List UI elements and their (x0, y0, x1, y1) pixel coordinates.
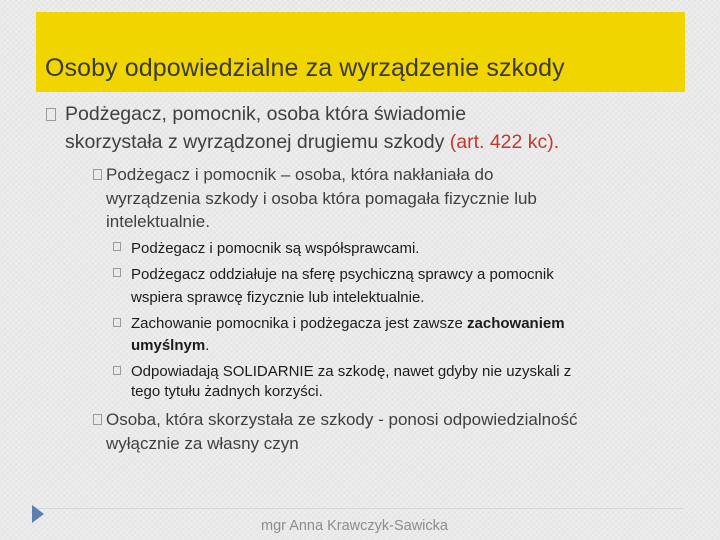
slide-title: Osoby odpowiedzialne za wyrządzenie szkody (45, 54, 565, 82)
level2a-line2: wyrządzenia szkody i osoba która pomagała fizycznie lub (106, 189, 537, 208)
level3-item3-bold2: umyślnym (131, 337, 206, 354)
level3-item3-bold: zachowaniem (467, 315, 565, 332)
level1-line1: Podżegacz, pomocnik, osoba która świadomie (65, 103, 467, 125)
level2b-line2: wyłącznie za własny czyn (106, 434, 299, 453)
level3-item2-line2: wspiera sprawcę fizycznie lub intelektualnie. (131, 289, 425, 306)
level3-item3-text: Zachowanie pomocnika i podżegacza jest zawsze (131, 315, 468, 332)
level3-item1: Podżegacz i pomocnik są współsprawcami. (131, 240, 420, 257)
level3-item3-line1 (131, 314, 565, 333)
level3-item3-period: . (205, 337, 210, 354)
level1-text: skorzystała z wyrządzonej drugiemu szkody (65, 131, 450, 153)
level3-item4-line2: tego tytułu żadnych korzyści. (131, 383, 323, 400)
level1-line2 (65, 129, 559, 155)
level3-item4-line1: Odpowiadają SOLIDARNIE za szkodę, nawet gdyby nie uzyskali z (131, 363, 572, 380)
level3-item2-line1: Podżegacz oddziałuje na sferę psychiczną sprawcy a pomocnik (131, 266, 554, 283)
footer-divider (36, 508, 684, 509)
article-reference: (art. 422 kc). (449, 131, 560, 153)
bullet-icon (113, 268, 121, 277)
next-slide-arrow-icon[interactable] (32, 505, 44, 523)
bullet-icon (113, 242, 121, 251)
level2b-line1: Osoba, która skorzystała ze szkody - ponosi odpowiedzialność (106, 410, 578, 429)
bullet-icon (93, 169, 102, 180)
bullet-icon (46, 108, 56, 121)
level2a-line3: intelektualnie. (106, 212, 210, 231)
bullet-icon (93, 414, 102, 425)
footer-author: mgr Anna Krawczyk-Sawicka (261, 518, 448, 534)
bullet-icon (113, 318, 121, 327)
bullet-icon (113, 366, 121, 375)
level3-item3-line2 (131, 336, 209, 355)
level2a-line1: Podżegacz i pomocnik – osoba, która nakłaniała do (106, 165, 494, 184)
